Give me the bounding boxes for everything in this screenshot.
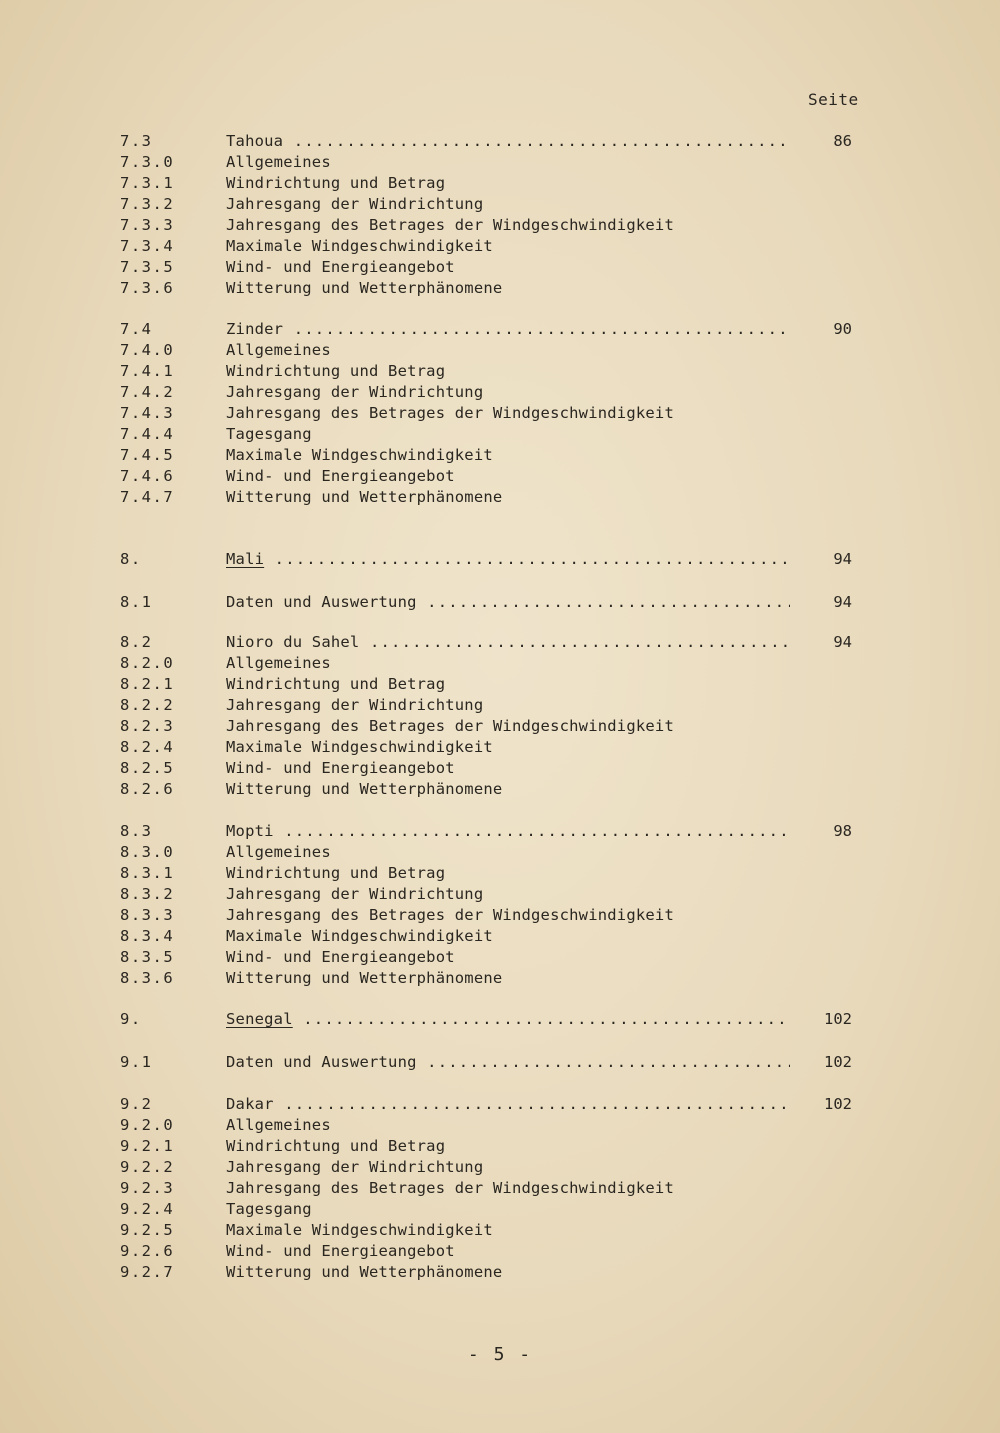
section-title [226,487,502,508]
toc-entry [0,926,1000,947]
section-number: 9.2.1 [120,1137,175,1155]
section-title [226,632,790,653]
section-number: 9.2.4 [120,1200,175,1218]
section-title-text: Allgemeines [226,153,331,171]
section-title-text: Allgemeines [226,843,331,861]
toc-entry [0,716,1000,737]
toc-entry [0,278,1000,299]
section-title-text: Wind- und Energieangebot [226,1242,455,1260]
page-column-header: Seite [808,90,859,109]
section-title-text: Wind- und Energieangebot [226,258,455,276]
toc-entry [0,424,1000,445]
toc-entry [0,653,1000,674]
section-title [226,758,455,779]
section-title-text: Maximale Windgeschwindigkeit [226,738,493,756]
section-number: 7.4.5 [120,446,175,464]
section-title [226,340,331,361]
toc-entry [0,549,1000,570]
section-title-text: Windrichtung und Betrag [226,675,446,693]
toc-entry [0,905,1000,926]
section-title-text: Tagesgang [226,425,312,443]
section-number: 8.3 [120,822,153,840]
section-title-text: Mopti [226,822,274,840]
toc-entry [0,737,1000,758]
section-number: 8.1 [120,593,153,611]
toc-entry [0,487,1000,508]
section-title [226,424,312,445]
section-title-text: Daten und Auswertung [226,593,417,611]
toc-entry [0,466,1000,487]
section-number: 9. [120,1010,142,1028]
toc-entry [0,863,1000,884]
section-title [226,905,674,926]
section-title-text: Windrichtung und Betrag [226,1137,446,1155]
section-title-text: Witterung und Wetterphänomene [226,488,503,506]
toc-entry [0,340,1000,361]
toc-entry [0,1220,1000,1241]
section-title-text: Jahresgang des Betrages der Windgeschwindigkeit [226,906,674,924]
toc-entry [0,947,1000,968]
section-title [226,194,483,215]
section-title [226,1136,445,1157]
toc-entry [0,1136,1000,1157]
toc-entry [0,236,1000,257]
section-title [226,1115,331,1136]
section-number: 8.2 [120,633,153,651]
toc-entry [0,674,1000,695]
section-title [226,1220,493,1241]
section-number: 7.3.4 [120,237,175,255]
section-number: 7.4.0 [120,341,175,359]
section-title-text: Windrichtung und Betrag [226,864,446,882]
section-number: 8.2.2 [120,696,175,714]
section-title [226,926,493,947]
section-title [226,1009,790,1030]
section-title-text: Jahresgang des Betrages der Windgeschwindigkeit [226,216,674,234]
section-title-text: Senegal [226,1010,293,1028]
section-title-text: Mali [226,550,265,568]
section-title-text: Tahoua [226,132,284,150]
section-title [226,842,331,863]
section-title [226,863,445,884]
toc-entry [0,173,1000,194]
section-number: 9.2.3 [120,1179,175,1197]
section-number: 8.3.2 [120,885,175,903]
toc-entry [0,1115,1000,1136]
section-title [226,653,331,674]
section-number: 7.3.5 [120,258,175,276]
toc-entry [0,152,1000,173]
page-reference: 102 [824,1053,852,1071]
toc-entry [0,632,1000,653]
page-reference: 94 [833,593,852,611]
section-number: 7.3.6 [120,279,175,297]
section-number: 9.2.0 [120,1116,175,1134]
toc-entry [0,592,1000,613]
section-number: 8.3.0 [120,843,175,861]
section-number: 7.4.2 [120,383,175,401]
section-title [226,466,455,487]
section-title [226,968,502,989]
section-number: 8. [120,550,142,568]
section-title-text: Jahresgang der Windrichtung [226,383,484,401]
section-title-text: Maximale Windgeschwindigkeit [226,927,493,945]
toc-entry [0,445,1000,466]
section-title-text: Jahresgang der Windrichtung [226,885,484,903]
section-number: 7.4.7 [120,488,175,506]
section-number: 7.3.0 [120,153,175,171]
section-title-text: Allgemeines [226,1116,331,1134]
toc-entry [0,194,1000,215]
section-number: 8.3.5 [120,948,175,966]
section-title [226,737,493,758]
page-reference: 94 [833,633,852,651]
section-number: 9.2.5 [120,1221,175,1239]
section-number: 7.3.3 [120,216,175,234]
section-number: 9.2.2 [120,1158,175,1176]
section-number: 8.3.1 [120,864,175,882]
toc-entry [0,758,1000,779]
section-title [226,1094,790,1115]
toc-entry [0,1178,1000,1199]
page-reference: 102 [824,1010,852,1028]
toc-entry [0,884,1000,905]
toc-entry [0,319,1000,340]
toc-entry [0,842,1000,863]
section-title-text: Nioro du Sahel [226,633,360,651]
section-title [226,1199,312,1220]
page-reference: 102 [824,1095,852,1113]
section-title [226,131,790,152]
section-title-text: Allgemeines [226,341,331,359]
section-title [226,947,455,968]
section-title-text: Wind- und Energieangebot [226,948,455,966]
section-number: 9.1 [120,1053,153,1071]
toc-entry [0,215,1000,236]
toc-entry [0,257,1000,278]
section-title [226,716,674,737]
section-title [226,821,790,842]
section-title-text: Wind- und Energieangebot [226,467,455,485]
section-number: 9.2.7 [120,1263,175,1281]
toc-entry [0,968,1000,989]
section-title [226,215,674,236]
section-title [226,1178,674,1199]
page-reference: 98 [833,822,852,840]
section-number: 7.3.1 [120,174,175,192]
section-title [226,382,483,403]
section-title-text: Witterung und Wetterphänomene [226,279,503,297]
section-title [226,278,502,299]
section-title [226,319,790,340]
section-title [226,1241,455,1262]
section-number: 7.3.2 [120,195,175,213]
section-number: 8.2.3 [120,717,175,735]
section-number: 7.4.1 [120,362,175,380]
section-title [226,445,493,466]
toc-entry [0,1157,1000,1178]
section-title-text: Maximale Windgeschwindigkeit [226,237,493,255]
section-title-text: Maximale Windgeschwindigkeit [226,1221,493,1239]
section-number: 7.4.3 [120,404,175,422]
section-number: 8.2.5 [120,759,175,777]
section-title [226,592,790,613]
section-title [226,779,502,800]
toc-entry [0,361,1000,382]
section-title [226,257,455,278]
section-title-text: Maximale Windgeschwindigkeit [226,446,493,464]
section-title-text: Windrichtung und Betrag [226,362,446,380]
section-title-text: Allgemeines [226,654,331,672]
toc-entry [0,779,1000,800]
section-title-text: Jahresgang des Betrages der Windgeschwindigkeit [226,717,674,735]
section-number: 9.2 [120,1095,153,1113]
section-number: 9.2.6 [120,1242,175,1260]
page-reference: 90 [833,320,852,338]
toc-entry [0,403,1000,424]
section-title [226,549,790,570]
section-title [226,1052,790,1073]
section-title [226,236,493,257]
section-title-text: Zinder [226,320,284,338]
section-number: 7.3 [120,132,153,150]
section-title [226,173,445,194]
page-reference: 94 [833,550,852,568]
section-number: 7.4.4 [120,425,175,443]
page-reference: 86 [833,132,852,150]
section-title [226,695,483,716]
section-number: 8.3.6 [120,969,175,987]
section-title [226,152,331,173]
section-title [226,1262,502,1283]
toc-entry [0,1009,1000,1030]
section-title [226,1157,483,1178]
section-title [226,403,674,424]
toc-entry [0,131,1000,152]
section-title-text: Jahresgang der Windrichtung [226,696,484,714]
toc-entry [0,382,1000,403]
section-title [226,884,483,905]
section-title [226,674,445,695]
toc-entry [0,695,1000,716]
section-number: 8.3.3 [120,906,175,924]
toc-entry [0,1262,1000,1283]
page-number: - 5 - [467,1344,533,1365]
toc-entry [0,1241,1000,1262]
section-title-text: Wind- und Energieangebot [226,759,455,777]
toc-entry [0,1199,1000,1220]
section-number: 8.2.0 [120,654,175,672]
section-number: 8.2.6 [120,780,175,798]
section-title-text: Windrichtung und Betrag [226,174,446,192]
section-number: 7.4.6 [120,467,175,485]
toc-entry [0,1052,1000,1073]
section-title-text: Jahresgang des Betrages der Windgeschwindigkeit [226,404,674,422]
section-title-text: Witterung und Wetterphänomene [226,780,503,798]
section-number: 8.2.4 [120,738,175,756]
section-title [226,361,445,382]
section-title-text: Jahresgang der Windrichtung [226,1158,484,1176]
section-title-text: Daten und Auswertung [226,1053,417,1071]
section-title-text: Jahresgang der Windrichtung [226,195,484,213]
section-title-text: Tagesgang [226,1200,312,1218]
section-number: 8.2.1 [120,675,175,693]
section-title-text: Witterung und Wetterphänomene [226,969,503,987]
section-number: 8.3.4 [120,927,175,945]
section-title-text: Jahresgang des Betrages der Windgeschwindigkeit [226,1179,674,1197]
toc-entry [0,821,1000,842]
section-title-text: Dakar [226,1095,274,1113]
section-number: 7.4 [120,320,153,338]
toc-entry [0,1094,1000,1115]
section-title-text: Witterung und Wetterphänomene [226,1263,503,1281]
